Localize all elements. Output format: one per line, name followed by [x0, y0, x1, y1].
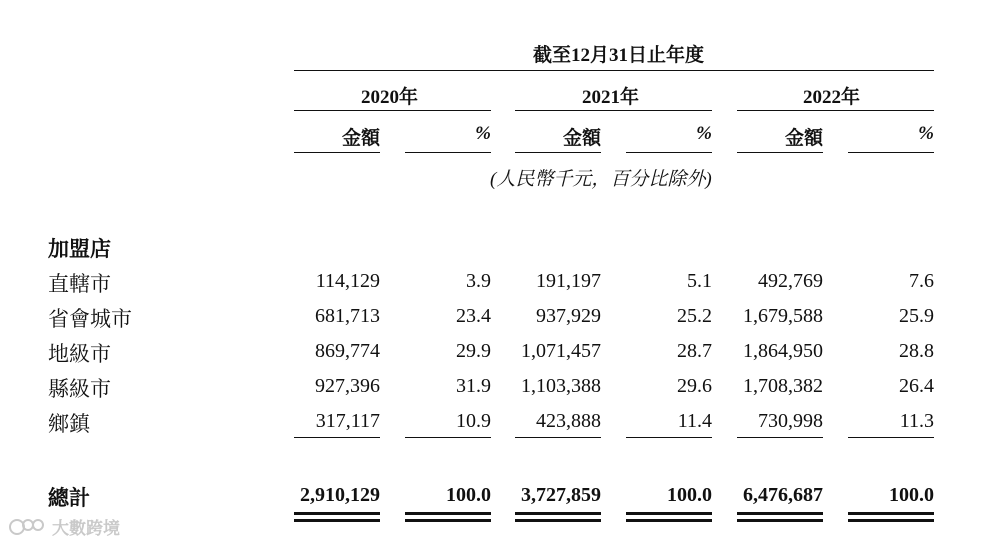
watermark: [8, 514, 120, 539]
row-label: 縣級市: [48, 377, 111, 401]
total-double-rule-top-1: [294, 512, 380, 515]
watermark-logo-icon: [8, 517, 48, 537]
subtotal-rule-4: [626, 437, 712, 438]
cell: 927,396: [315, 375, 380, 397]
year-2022: 2022年: [803, 87, 861, 108]
cell: 869,774: [315, 340, 380, 362]
total-cell: 100.0: [446, 484, 491, 506]
col-rule-5: [737, 152, 823, 153]
cell: 11.4: [677, 410, 712, 432]
col-rule-3: [515, 152, 601, 153]
unit-note: (人民幣千元，百分比除外): [490, 169, 712, 190]
year-2021: 2021年: [582, 87, 640, 108]
total-double-rule-top-3: [515, 512, 601, 515]
cell: 423,888: [536, 410, 601, 432]
total-double-rule-top-5: [737, 512, 823, 515]
col-rule-6: [848, 152, 934, 153]
cell: 3.9: [466, 270, 491, 292]
total-double-rule-bottom-2: [405, 519, 491, 522]
cell: 5.1: [687, 270, 712, 292]
cell: 25.2: [677, 305, 712, 327]
subtotal-rule-5: [737, 437, 823, 438]
year-2020: 2020年: [361, 87, 419, 108]
cell: 730,998: [758, 410, 823, 432]
amount-header-2020: 金額: [341, 128, 380, 149]
cell: 191,197: [536, 270, 601, 292]
cell: 1,679,588: [743, 305, 823, 327]
row-label: 鄉鎮: [48, 412, 90, 436]
cell: 317,117: [315, 410, 380, 432]
period-rule: [294, 70, 934, 71]
cell: 1,708,382: [743, 375, 823, 397]
cell: 25.9: [899, 305, 934, 327]
cell: 492,769: [758, 270, 823, 292]
year-rule-2020: [294, 110, 491, 111]
cell: 937,929: [536, 305, 601, 327]
total-double-rule-bottom-4: [626, 519, 712, 522]
cell: 26.4: [899, 375, 934, 397]
cell: 28.7: [677, 340, 712, 362]
amount-header-2021: 金額: [562, 128, 601, 149]
total-cell: 100.0: [667, 484, 712, 506]
subtotal-rule-3: [515, 437, 601, 438]
total-double-rule-bottom-1: [294, 519, 380, 522]
cell: 28.8: [899, 340, 934, 362]
percent-header-2021: %: [696, 123, 712, 144]
period-title: 截至12月31日止年度: [533, 45, 705, 66]
amount-header-2022: 金額: [784, 128, 823, 149]
total-double-rule-top-2: [405, 512, 491, 515]
cell: 1,071,457: [521, 340, 601, 362]
col-rule-1: [294, 152, 380, 153]
cell: 10.9: [456, 410, 491, 432]
total-cell: 2,910,129: [300, 484, 380, 506]
col-rule-4: [626, 152, 712, 153]
total-cell: 3,727,859: [521, 484, 601, 506]
cell: 681,713: [315, 305, 380, 327]
total-double-rule-top-6: [848, 512, 934, 515]
watermark-text: 大數跨境: [52, 519, 120, 539]
row-label: 省會城市: [48, 307, 132, 331]
cell: 114,129: [315, 270, 380, 292]
total-double-rule-bottom-3: [515, 519, 601, 522]
cell: 29.9: [456, 340, 491, 362]
subtotal-rule-1: [294, 437, 380, 438]
row-label: 地級市: [48, 342, 111, 366]
cell: 31.9: [456, 375, 491, 397]
cell: 1,103,388: [521, 375, 601, 397]
total-double-rule-bottom-5: [737, 519, 823, 522]
cell: 7.6: [909, 270, 934, 292]
cell: 1,864,950: [743, 340, 823, 362]
total-double-rule-bottom-6: [848, 519, 934, 522]
subtotal-rule-2: [405, 437, 491, 438]
year-rule-2022: [737, 110, 934, 111]
percent-header-2022: %: [918, 123, 934, 144]
total-double-rule-top-4: [626, 512, 712, 515]
total-cell: 100.0: [889, 484, 934, 506]
cell: 11.3: [899, 410, 934, 432]
total-label: 總計: [48, 486, 90, 510]
row-label: 直轄市: [48, 272, 111, 296]
year-rule-2021: [515, 110, 712, 111]
cell: 29.6: [677, 375, 712, 397]
total-cell: 6,476,687: [743, 484, 823, 506]
percent-header-2020: %: [475, 123, 491, 144]
col-rule-2: [405, 152, 491, 153]
section-title: 加盟店: [48, 237, 111, 261]
subtotal-rule-6: [848, 437, 934, 438]
cell: 23.4: [456, 305, 491, 327]
